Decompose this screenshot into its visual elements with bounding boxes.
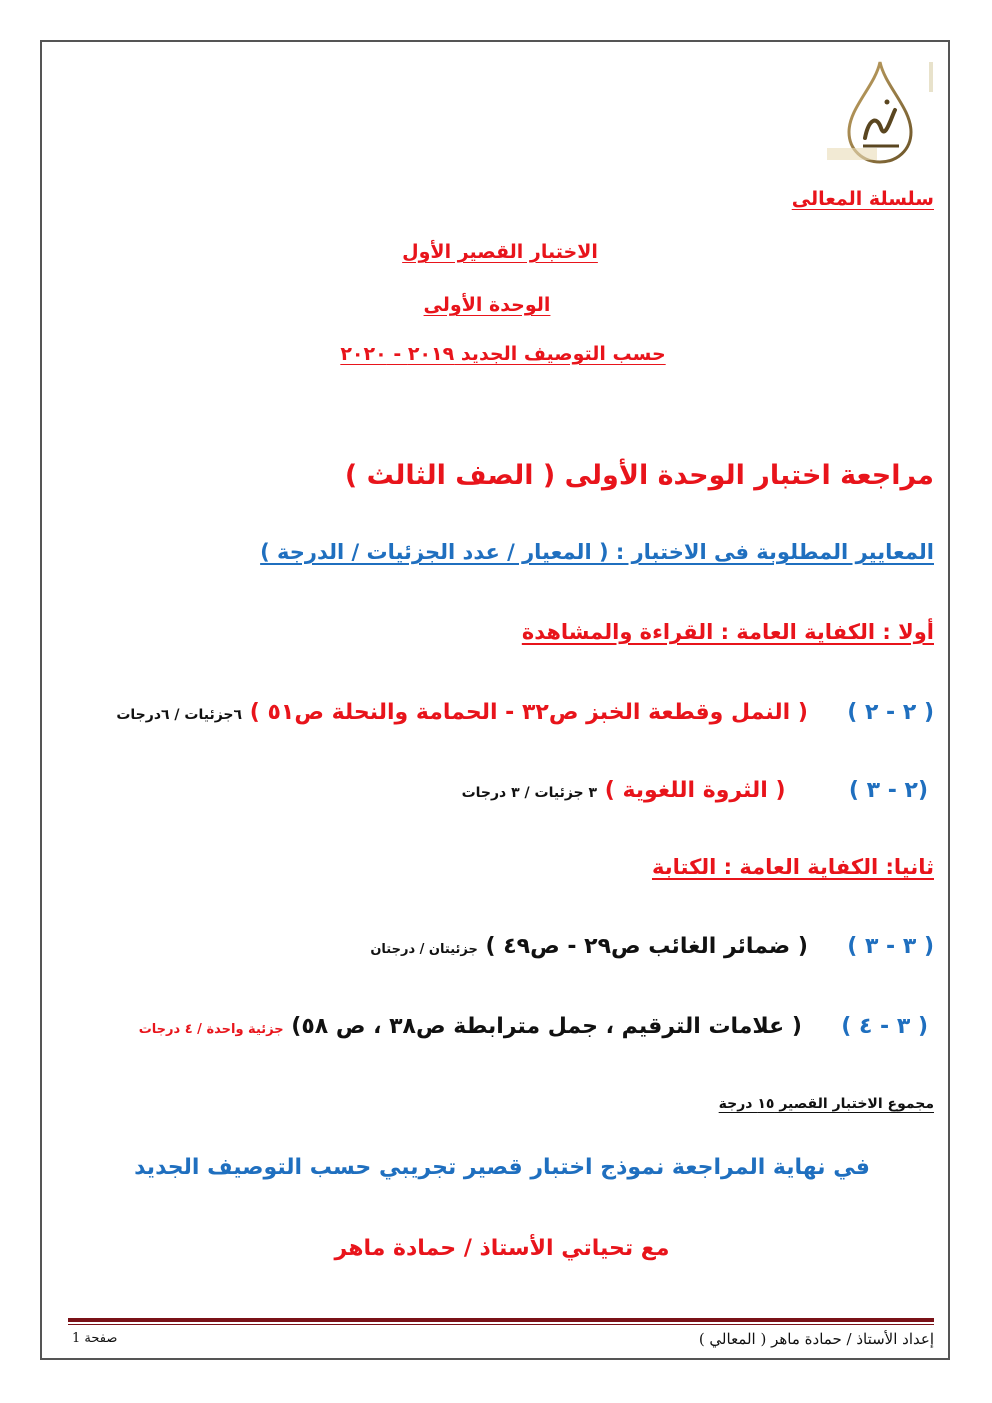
series-name: سلسلة المعالى bbox=[791, 188, 934, 210]
criteria-heading: المعايير المطلوبة فى الاختبار : ( المعيار / عدد الجزئيات / الدرجة ) bbox=[260, 540, 934, 564]
review-title: مراجعة اختبار الوحدة الأولى ( الصف الثالث ) bbox=[344, 460, 934, 491]
item-reading-1 bbox=[116, 700, 934, 725]
signature: مع تحياتي الأستاذ / حمادة ماهر bbox=[334, 1236, 670, 1261]
section1-heading: أولا : الكفاية العامة : القراءة والمشاهدة bbox=[521, 620, 934, 644]
item-topic: ( النمل وقطعة الخبز ص٣٢ - الحمامة والنحلة ص٥١ ) bbox=[249, 700, 808, 725]
item-writing-1 bbox=[370, 934, 934, 959]
quiz-title: الاختبار القصير الأول bbox=[402, 241, 598, 263]
item-writing-2 bbox=[139, 1014, 928, 1039]
item-topic: ( الثروة اللغوية ) bbox=[604, 778, 786, 803]
item-code: ( ٣ - ٤ ) bbox=[841, 1014, 928, 1039]
item-topic: ( علامات الترقيم ، جمل مترابطة ص٣٨ ، ص ٥٨) bbox=[291, 1014, 802, 1039]
item-code: ( ٣ - ٣ ) bbox=[847, 934, 934, 959]
item-detail: ٣ جزئيات / ٣ درجات bbox=[461, 785, 598, 801]
section2-heading: ثانيا: الكفاية العامة : الكتابة bbox=[651, 855, 934, 879]
spec-title: حسب التوصيف الجديد ٢٠١٩ - ٢٠٢٠ bbox=[340, 343, 666, 365]
calligraphy-logo bbox=[825, 58, 935, 168]
footer-author: إعداد الأستاذ / حمادة ماهر ( المعالي ) bbox=[698, 1330, 934, 1348]
item-code: (٢ - ٣ ) bbox=[848, 778, 928, 803]
total-score: مجموع الاختبار القصير ١٥ درجة bbox=[718, 1096, 934, 1112]
item-detail: ٦جزئيات / ٦درجات bbox=[116, 707, 243, 723]
item-reading-2 bbox=[462, 778, 928, 803]
footer-divider bbox=[68, 1318, 934, 1322]
item-detail: جزئيتان / درجتان bbox=[370, 942, 478, 957]
unit-title: الوحدة الأولى bbox=[423, 294, 551, 316]
footer-divider-thin bbox=[68, 1324, 934, 1325]
page-number: صفحة 1 bbox=[72, 1331, 118, 1346]
item-detail: جزئية واحدة / ٤ درجات bbox=[138, 1022, 284, 1037]
item-topic: ( ضمائر الغائب ص٢٩ - ص٤٩ ) bbox=[485, 934, 808, 959]
item-code: ( ٢ - ٢ ) bbox=[847, 700, 934, 725]
closing-note: في نهاية المراجعة نموذج اختبار قصير تجريبي حسب التوصيف الجديد bbox=[134, 1155, 870, 1180]
